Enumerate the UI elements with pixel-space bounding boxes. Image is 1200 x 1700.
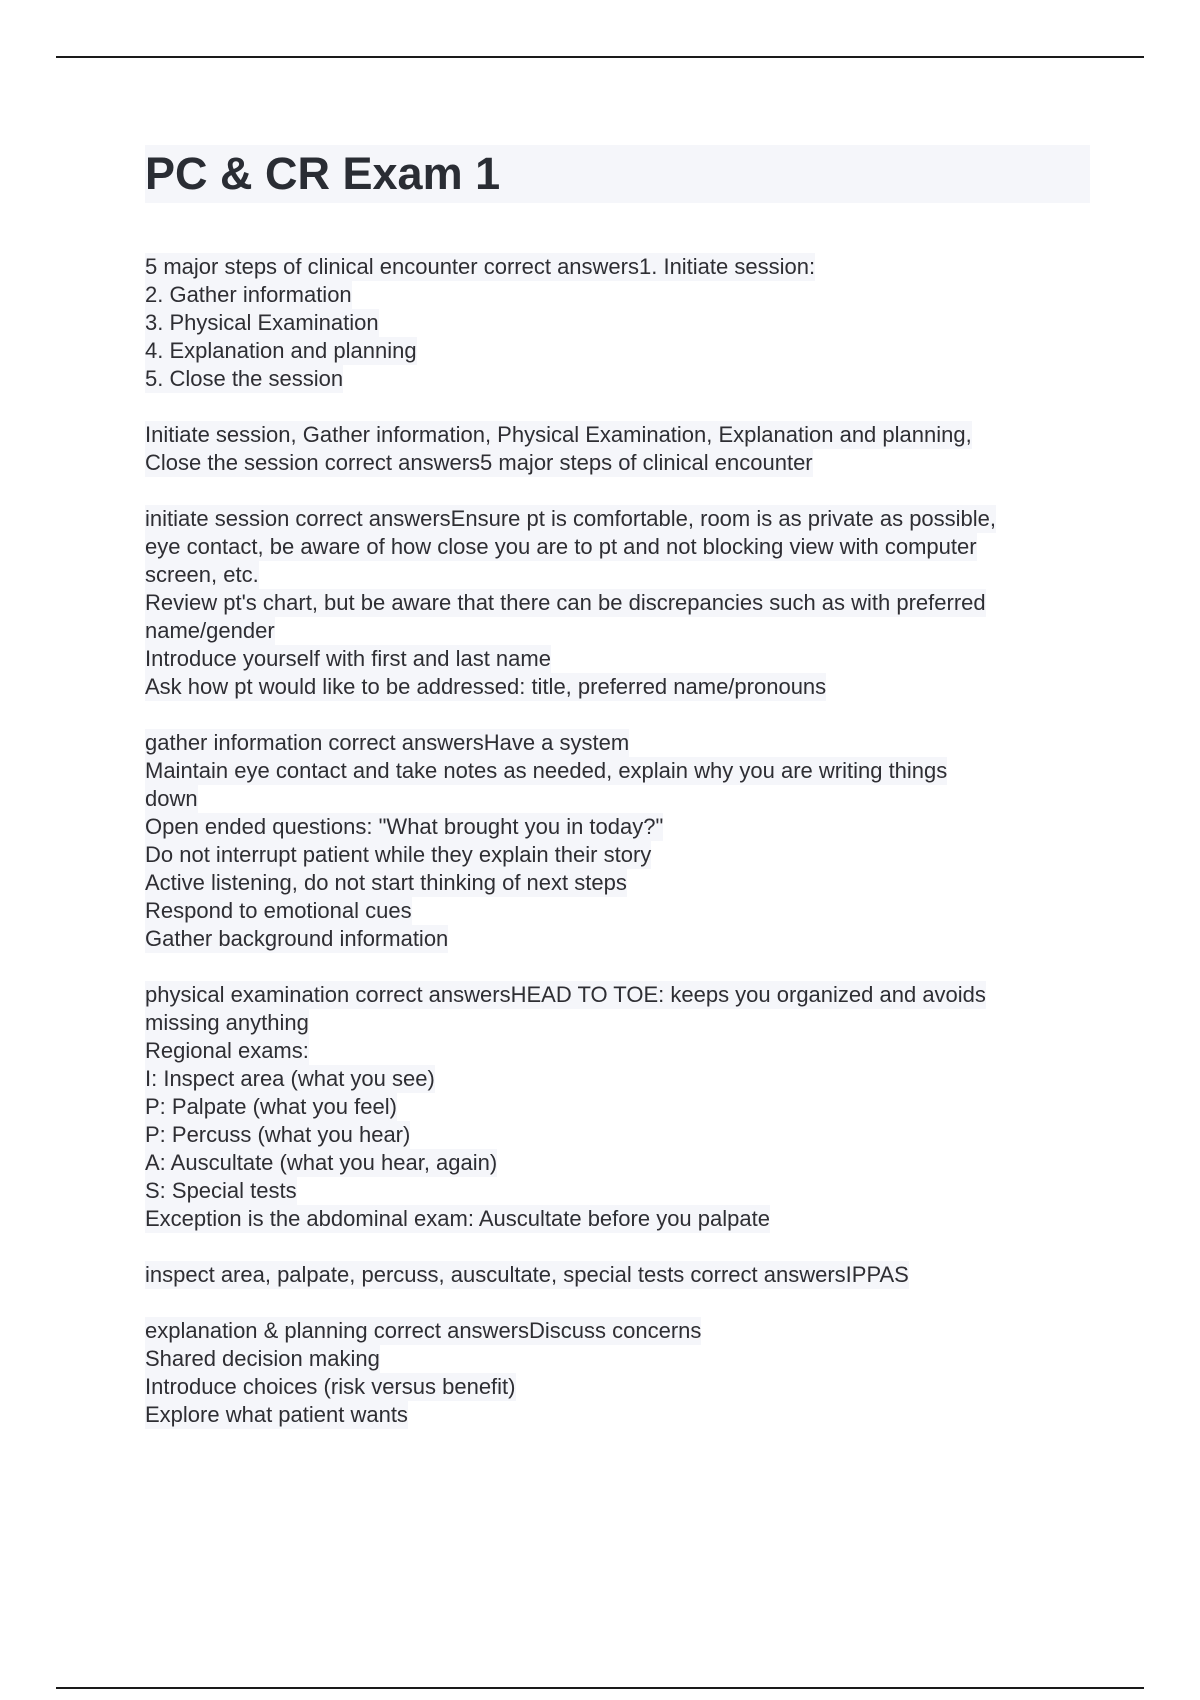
flashcard-line: Introduce yourself with first and last name [145,646,551,671]
page-title: PC & CR Exam 1 [145,148,501,199]
flashcard-line: gather information correct answersHave a system [145,730,630,755]
flashcard-line: S: Special tests [145,1178,297,1203]
flashcard-line: Close the session correct answers5 major steps of clinical encounter [145,450,813,475]
flashcard-line: Review pt's chart, but be aware that there can be discrepancies such as with preferred [145,590,986,615]
flashcard-line: Gather background information [145,926,449,951]
footer-rule [56,1687,1144,1689]
flashcard [145,253,1090,393]
flashcard [145,421,1090,477]
flashcard-line: screen, etc. [145,562,259,587]
flashcard-line: Open ended questions: "What brought you in today?" [145,814,664,839]
flashcard-line: Shared decision making [145,1346,380,1371]
flashcard [145,1261,1090,1289]
flashcard-line: 5. Close the session [145,366,344,391]
flashcard-line: Ask how pt would like to be addressed: title, preferred name/pronouns [145,674,827,699]
flashcard-line: 5 major steps of clinical encounter correct answers1. Initiate session: [145,254,816,279]
flashcard [145,505,1090,701]
flashcard [145,1317,1090,1429]
flashcard-line: Introduce choices (risk versus benefit) [145,1374,516,1399]
flashcard-line: Active listening, do not start thinking of next steps [145,870,627,895]
flashcard-line: Explore what patient wants [145,1402,408,1427]
flashcard-line: name/gender [145,618,275,643]
flashcard-line: down [145,786,198,811]
flashcard-line: Respond to emotional cues [145,898,412,923]
header-rule [56,56,1144,58]
flashcard-line: initiate session correct answersEnsure pt is comfortable, room is as private as possible, [145,506,997,531]
flashcard-line: eye contact, be aware of how close you are to pt and not blocking view with computer [145,534,977,559]
flashcard-line: physical examination correct answersHEAD TO TOE: keeps you organized and avoids [145,982,986,1007]
flashcard-line: A: Auscultate (what you hear, again) [145,1150,498,1175]
flashcard [145,729,1090,953]
flashcard-line: P: Palpate (what you feel) [145,1094,397,1119]
flashcard-line: I: Inspect area (what you see) [145,1066,435,1091]
flashcard-list [145,253,1090,1429]
title-banner [145,145,1090,203]
flashcard [145,981,1090,1233]
flashcard-line: Maintain eye contact and take notes as needed, explain why you are writing things [145,758,948,783]
page-content [145,145,1090,1457]
flashcard-line: Initiate session, Gather information, Physical Examination, Explanation and planning, [145,422,972,447]
flashcard-line: P: Percuss (what you hear) [145,1122,411,1147]
flashcard-line: inspect area, palpate, percuss, auscultate, special tests correct answersIPPAS [145,1262,909,1287]
flashcard-line: Do not interrupt patient while they explain their story [145,842,652,867]
flashcard-line: 4. Explanation and planning [145,338,417,363]
flashcard-line: missing anything [145,1010,309,1035]
flashcard-line: Regional exams: [145,1038,309,1063]
flashcard-line: explanation & planning correct answersDiscuss concerns [145,1318,702,1343]
flashcard-line: 2. Gather information [145,282,352,307]
flashcard-line: Exception is the abdominal exam: Auscultate before you palpate [145,1206,770,1231]
flashcard-line: 3. Physical Examination [145,310,379,335]
